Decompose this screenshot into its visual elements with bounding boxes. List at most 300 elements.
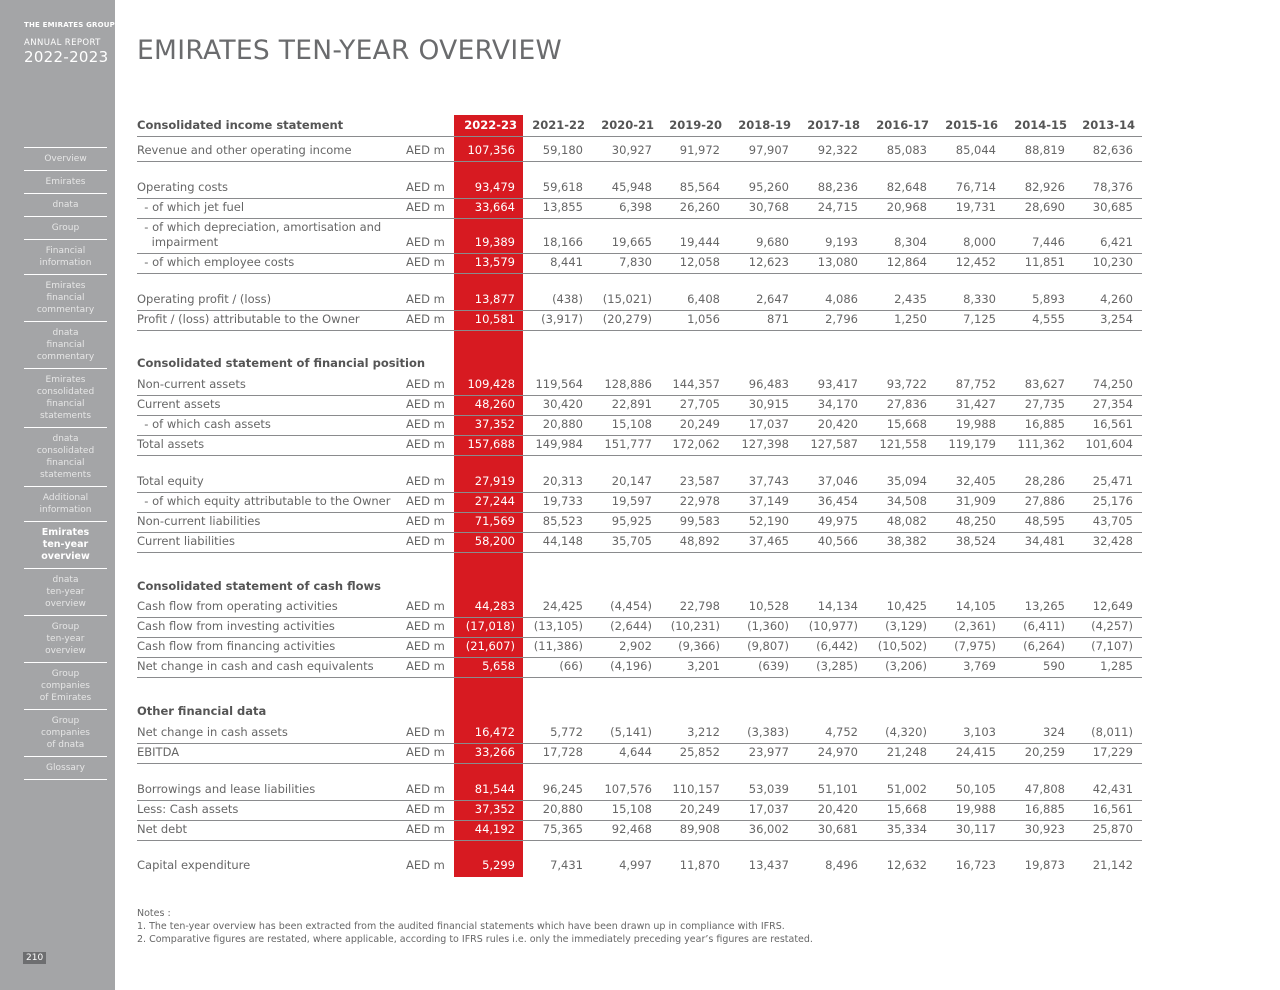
value-cell: 30,685: [1092, 200, 1133, 214]
value-cell: 4,086: [825, 292, 858, 306]
value-cell: 590: [1043, 659, 1065, 673]
table-row: [137, 638, 1142, 658]
value-cell: 27,836: [886, 397, 927, 411]
value-cell: 24,715: [817, 200, 858, 214]
value-cell: (2,361): [954, 619, 996, 633]
value-cell: 15,108: [611, 802, 652, 816]
value-cell: 52,190: [748, 514, 789, 528]
value-cell: 11,870: [679, 858, 720, 872]
table-row: [137, 376, 1142, 396]
table-row: [137, 416, 1142, 436]
value-cell: 85,523: [542, 514, 583, 528]
value-cell: (3,206): [885, 659, 927, 673]
value-cell: (13,105): [533, 619, 583, 633]
value-cell: 23,587: [679, 474, 720, 488]
value-cell: 1,285: [1100, 659, 1133, 673]
value-cell: 111,362: [1017, 437, 1065, 451]
value-cell: 127,587: [810, 437, 858, 451]
value-cell: 13,080: [817, 255, 858, 269]
value-cell: 19,597: [611, 494, 652, 508]
value-cell: 22,798: [679, 599, 720, 613]
value-cell: 85,044: [955, 143, 996, 157]
sidebar-nav: [24, 147, 107, 780]
value-cell-current: 16,472: [474, 725, 515, 739]
table-row: [137, 513, 1142, 533]
value-cell: 1,056: [687, 312, 720, 326]
value-cell: (2,644): [610, 619, 652, 633]
value-cell: 36,002: [748, 822, 789, 836]
value-cell: 25,870: [1092, 822, 1133, 836]
value-cell: (10,231): [670, 619, 720, 633]
value-cell: 8,441: [550, 255, 583, 269]
value-cell: 17,037: [748, 802, 789, 816]
value-cell: 22,891: [611, 397, 652, 411]
year-header: 2018-19: [738, 118, 791, 132]
value-cell: 97,907: [748, 143, 789, 157]
table-row: [137, 473, 1142, 493]
value-cell: 15,108: [611, 417, 652, 431]
value-cell: 20,880: [542, 417, 583, 431]
sidebar-item-dnata-consolidated-financial-statements[interactable]: dnata consolidated financial statements: [24, 427, 107, 486]
value-cell: 82,636: [1092, 143, 1133, 157]
value-cell: 10,528: [748, 599, 789, 613]
value-cell: 47,808: [1024, 782, 1065, 796]
unit-label: AED m: [406, 312, 445, 326]
value-cell: (3,129): [885, 619, 927, 633]
value-cell: (6,442): [816, 639, 858, 653]
value-cell: (6,411): [1023, 619, 1065, 633]
year-header: 2020-21: [601, 118, 654, 132]
value-cell-current: 81,544: [474, 782, 515, 796]
ten-year-table: [137, 0, 1142, 990]
value-cell: 19,444: [679, 235, 720, 249]
value-cell: 13,437: [748, 858, 789, 872]
value-cell: (7,975): [954, 639, 996, 653]
value-cell: 2,902: [619, 639, 652, 653]
brand-name: THE EMIRATES GROUP: [24, 21, 116, 29]
value-cell: 871: [767, 312, 789, 326]
sidebar-item-group[interactable]: Group: [24, 216, 107, 239]
value-cell: 119,564: [535, 377, 583, 391]
value-cell: 48,250: [955, 514, 996, 528]
value-cell: 30,915: [748, 397, 789, 411]
value-cell: 13,265: [1024, 599, 1065, 613]
value-cell: 20,313: [542, 474, 583, 488]
value-cell: 14,105: [955, 599, 996, 613]
sidebar-item-emirates-ten-year-overview[interactable]: Emirates ten-year overview: [24, 521, 107, 568]
value-cell: 9,193: [825, 235, 858, 249]
value-cell: 21,142: [1092, 858, 1133, 872]
unit-label: AED m: [406, 619, 445, 633]
unit-label: AED m: [406, 639, 445, 653]
value-cell: 30,927: [611, 143, 652, 157]
row-label: Cash flow from investing activities: [137, 619, 335, 633]
unit-label: AED m: [406, 200, 445, 214]
value-cell: 12,632: [886, 858, 927, 872]
value-cell: 172,062: [672, 437, 720, 451]
value-cell: 34,481: [1024, 534, 1065, 548]
value-cell-current: 13,579: [474, 255, 515, 269]
notes-heading: Notes :: [137, 908, 171, 919]
year-header: 2016-17: [876, 118, 929, 132]
value-cell: 12,864: [886, 255, 927, 269]
value-cell-current: 13,877: [474, 292, 515, 306]
value-cell: 11,851: [1024, 255, 1065, 269]
note-item: 1. The ten-year overview has been extracted from the audited financial statements which have been drawn up in compliance with IFRS.: [137, 921, 785, 932]
row-label: Profit / (loss) attributable to the Owner: [137, 312, 360, 326]
table-row: [137, 142, 1142, 162]
value-cell: 19,731: [955, 200, 996, 214]
table-row: [137, 436, 1142, 456]
value-cell: 34,508: [886, 494, 927, 508]
unit-label: AED m: [406, 858, 445, 872]
value-cell: 128,886: [604, 377, 652, 391]
sidebar-item-group-ten-year-overview[interactable]: Group ten-year overview: [24, 615, 107, 662]
value-cell-current: 33,664: [474, 200, 515, 214]
value-cell: 96,483: [748, 377, 789, 391]
value-cell: (7,107): [1091, 639, 1133, 653]
table-row: [137, 396, 1142, 416]
value-cell: 1,250: [894, 312, 927, 326]
value-cell: 6,398: [619, 200, 652, 214]
value-cell: 38,382: [886, 534, 927, 548]
value-cell: 27,886: [1024, 494, 1065, 508]
value-cell: 18,166: [542, 235, 583, 249]
value-cell: (8,011): [1091, 725, 1133, 739]
unit-label: AED m: [406, 180, 445, 194]
row-label: Revenue and other operating income: [137, 143, 352, 157]
section-label: Consolidated statement of cash flows: [137, 579, 381, 593]
value-cell: 3,201: [687, 659, 720, 673]
value-cell-current: 33,266: [474, 745, 515, 759]
value-cell: 15,668: [886, 802, 927, 816]
table-row: [137, 179, 1142, 199]
value-cell: 31,427: [955, 397, 996, 411]
value-cell: 30,420: [542, 397, 583, 411]
unit-label: AED m: [406, 782, 445, 796]
unit-label: AED m: [406, 802, 445, 816]
value-cell-current: 58,200: [474, 534, 515, 548]
sidebar-item-emirates-consolidated-financial-statements[interactable]: Emirates consolidated financial statements: [24, 368, 107, 427]
sidebar-item-additional-information[interactable]: Additional information: [24, 486, 107, 521]
value-cell: 78,376: [1092, 180, 1133, 194]
unit-label: AED m: [406, 437, 445, 451]
value-cell: (3,917): [541, 312, 583, 326]
table-row: [137, 254, 1142, 274]
value-cell: 24,415: [955, 745, 996, 759]
value-cell: 151,777: [604, 437, 652, 451]
unit-label: AED m: [406, 599, 445, 613]
table-row: [137, 291, 1142, 311]
sidebar-item-dnata-ten-year-overview[interactable]: dnata ten-year overview: [24, 568, 107, 615]
value-cell: 20,420: [817, 417, 858, 431]
value-cell: 45,948: [611, 180, 652, 194]
value-cell: (4,320): [885, 725, 927, 739]
value-cell: 37,743: [748, 474, 789, 488]
value-cell-current: 109,428: [467, 377, 515, 391]
value-cell: 21,248: [886, 745, 927, 759]
value-cell: 20,880: [542, 802, 583, 816]
unit-label: AED m: [406, 143, 445, 157]
value-cell: 16,723: [955, 858, 996, 872]
value-cell: 95,925: [611, 514, 652, 528]
value-cell-current: 27,244: [474, 494, 515, 508]
row-label: Non-current liabilities: [137, 514, 261, 528]
year-header: 2021-22: [532, 118, 585, 132]
section-label: Consolidated statement of financial position: [137, 356, 426, 370]
value-cell: 36,454: [817, 494, 858, 508]
table-row: [137, 821, 1142, 841]
value-cell: 3,212: [687, 725, 720, 739]
value-cell-current: 71,569: [474, 514, 515, 528]
value-cell: 20,249: [679, 417, 720, 431]
row-label: Net change in cash assets: [137, 725, 288, 739]
value-cell: 3,103: [963, 725, 996, 739]
value-cell: 14,134: [817, 599, 858, 613]
value-cell: 48,595: [1024, 514, 1065, 528]
value-cell: 93,417: [817, 377, 858, 391]
value-cell: 89,908: [679, 822, 720, 836]
value-cell: 17,037: [748, 417, 789, 431]
value-cell: 22,978: [679, 494, 720, 508]
table-row: [137, 658, 1142, 678]
value-cell: (438): [552, 292, 583, 306]
value-cell: 13,855: [542, 200, 583, 214]
row-label: - of which equity attributable to the Owner: [137, 494, 391, 508]
value-cell: 25,471: [1092, 474, 1133, 488]
year-header: 2017-18: [807, 118, 860, 132]
value-cell: 9,680: [756, 235, 789, 249]
value-cell: 5,893: [1032, 292, 1065, 306]
row-label: Current liabilities: [137, 534, 235, 548]
sidebar-item-emirates[interactable]: Emirates: [24, 170, 107, 193]
value-cell: (1,360): [747, 619, 789, 633]
sidebar-item-group-companies-of-emirates[interactable]: Group companies of Emirates: [24, 662, 107, 709]
section-title: [137, 356, 1142, 375]
value-cell: 91,972: [679, 143, 720, 157]
value-cell: 42,431: [1092, 782, 1133, 796]
row-label: Operating costs: [137, 180, 229, 194]
note-item: 2. Comparative figures are restated, where applicable, according to IFRS rules i.e. only the immediately preceding year’s figures are restated.: [137, 934, 813, 945]
value-cell: 48,892: [679, 534, 720, 548]
value-cell: 7,446: [1032, 235, 1065, 249]
sidebar-item-financial-information[interactable]: Financial information: [24, 239, 107, 274]
value-cell: 12,649: [1092, 599, 1133, 613]
row-label: Cash flow from financing activities: [137, 639, 336, 653]
sidebar-item-overview[interactable]: Overview: [24, 147, 107, 170]
value-cell: 32,405: [955, 474, 996, 488]
row-label-continued: impairment: [137, 235, 219, 249]
value-cell: 32,428: [1092, 534, 1133, 548]
year-header: 2022-23: [464, 118, 517, 132]
value-cell: 88,236: [817, 180, 858, 194]
value-cell: 8,304: [894, 235, 927, 249]
value-cell: 24,425: [542, 599, 583, 613]
year-header: 2014-15: [1014, 118, 1067, 132]
value-cell: 144,357: [672, 377, 720, 391]
row-label: Non-current assets: [137, 377, 246, 391]
table-row: [137, 801, 1142, 821]
sidebar-item-dnata[interactable]: dnata: [24, 193, 107, 216]
row-label: - of which employee costs: [137, 255, 295, 269]
year-header: 2013-14: [1082, 118, 1135, 132]
value-cell: 74,250: [1092, 377, 1133, 391]
brand-block: [24, 21, 115, 66]
value-cell: 85,083: [886, 143, 927, 157]
value-cell: 10,425: [886, 599, 927, 613]
value-cell-current: 44,192: [474, 822, 515, 836]
row-label: Cash flow from operating activities: [137, 599, 338, 613]
unit-label: AED m: [406, 534, 445, 548]
unit-label: AED m: [406, 822, 445, 836]
value-cell: 3,254: [1100, 312, 1133, 326]
value-cell: 93,722: [886, 377, 927, 391]
value-cell: 8,000: [963, 235, 996, 249]
value-cell: 16,561: [1092, 417, 1133, 431]
value-cell: 88,819: [1024, 143, 1065, 157]
value-cell: 37,046: [817, 474, 858, 488]
notes: [137, 907, 813, 946]
value-cell: 31,909: [955, 494, 996, 508]
value-cell: 16,885: [1024, 417, 1065, 431]
unit-label: AED m: [406, 235, 445, 249]
value-cell: 96,245: [542, 782, 583, 796]
value-cell: 40,566: [817, 534, 858, 548]
sidebar-item-dnata-financial-commentary[interactable]: dnata financial commentary: [24, 321, 107, 368]
table-row: [137, 618, 1142, 638]
row-label: Borrowings and lease liabilities: [137, 782, 316, 796]
table-row: [137, 311, 1142, 331]
row-label: Total assets: [137, 437, 205, 451]
sidebar-item-group-companies-of-dnata[interactable]: Group companies of dnata: [24, 709, 107, 756]
value-cell: 3,769: [963, 659, 996, 673]
row-label: Net change in cash and cash equivalents: [137, 659, 374, 673]
row-label: - of which cash assets: [137, 417, 271, 431]
value-cell-current: 37,352: [474, 802, 515, 816]
value-cell: 119,179: [948, 437, 996, 451]
value-cell: 2,647: [756, 292, 789, 306]
value-cell: 34,170: [817, 397, 858, 411]
value-cell-current: 48,260: [474, 397, 515, 411]
value-cell: (10,502): [877, 639, 927, 653]
value-cell: 37,149: [748, 494, 789, 508]
year-header: 2019-20: [669, 118, 722, 132]
value-cell: 4,555: [1032, 312, 1065, 326]
value-cell: 2,435: [894, 292, 927, 306]
value-cell: 6,421: [1100, 235, 1133, 249]
value-cell: 95,260: [748, 180, 789, 194]
value-cell: 6,408: [687, 292, 720, 306]
value-cell: (10,977): [808, 619, 858, 633]
value-cell: 12,623: [748, 255, 789, 269]
page-number: 210: [23, 952, 46, 964]
value-cell: 27,735: [1024, 397, 1065, 411]
table-row: [137, 724, 1142, 744]
value-cell: (11,386): [533, 639, 583, 653]
value-cell: 4,260: [1100, 292, 1133, 306]
value-cell: 16,561: [1092, 802, 1133, 816]
value-cell: 85,564: [679, 180, 720, 194]
value-cell: 28,286: [1024, 474, 1065, 488]
value-cell: 4,644: [619, 745, 652, 759]
row-label: - of which depreciation, amortisation and: [137, 220, 382, 234]
value-cell: 10,230: [1092, 255, 1133, 269]
value-cell: (20,279): [602, 312, 652, 326]
value-cell: (4,257): [1091, 619, 1133, 633]
table-row: [137, 219, 1142, 254]
row-label: Current assets: [137, 397, 221, 411]
value-cell-current: (21,607): [465, 639, 515, 653]
value-cell: (66): [559, 659, 583, 673]
value-cell: 20,259: [1024, 745, 1065, 759]
value-cell: 92,468: [611, 822, 652, 836]
value-cell: (4,196): [610, 659, 652, 673]
value-cell: (3,383): [747, 725, 789, 739]
sidebar-item-emirates-financial-commentary[interactable]: Emirates financial commentary: [24, 274, 107, 321]
value-cell: (9,807): [747, 639, 789, 653]
value-cell: 35,705: [611, 534, 652, 548]
report-years: 2022-2023: [24, 48, 109, 66]
value-cell: 324: [1043, 725, 1065, 739]
value-cell: 121,558: [879, 437, 927, 451]
value-cell: 43,705: [1092, 514, 1133, 528]
value-cell: 12,452: [955, 255, 996, 269]
row-label: Net debt: [137, 822, 188, 836]
value-cell-current: 44,283: [474, 599, 515, 613]
value-cell: 49,975: [817, 514, 858, 528]
value-cell-current: (17,018): [465, 619, 515, 633]
unit-label: AED m: [406, 725, 445, 739]
unit-label: AED m: [406, 377, 445, 391]
value-cell: 7,431: [550, 858, 583, 872]
value-cell: 7,830: [619, 255, 652, 269]
value-cell-current: 10,581: [474, 312, 515, 326]
unit-label: AED m: [406, 659, 445, 673]
unit-label: AED m: [406, 397, 445, 411]
value-cell: (639): [758, 659, 789, 673]
value-cell: 59,618: [542, 180, 583, 194]
value-cell: 53,039: [748, 782, 789, 796]
value-cell: 19,733: [542, 494, 583, 508]
value-cell: 51,101: [817, 782, 858, 796]
year-header: 2015-16: [945, 118, 998, 132]
value-cell: 28,690: [1024, 200, 1065, 214]
unit-label: AED m: [406, 417, 445, 431]
value-cell: 44,148: [542, 534, 583, 548]
value-cell: 48,082: [886, 514, 927, 528]
value-cell: 8,330: [963, 292, 996, 306]
unit-label: AED m: [406, 745, 445, 759]
value-cell: 82,926: [1024, 180, 1065, 194]
value-cell: 17,728: [542, 745, 583, 759]
value-cell: 19,988: [955, 417, 996, 431]
value-cell-current: 93,479: [474, 180, 515, 194]
value-cell: 20,249: [679, 802, 720, 816]
row-label: EBITDA: [137, 745, 180, 759]
sidebar-item-glossary[interactable]: Glossary: [24, 756, 107, 780]
value-cell-current: 27,919: [474, 474, 515, 488]
value-cell: 37,465: [748, 534, 789, 548]
value-cell: 87,752: [955, 377, 996, 391]
sidebar: [0, 0, 115, 990]
unit-label: AED m: [406, 494, 445, 508]
value-cell: 24,970: [817, 745, 858, 759]
value-cell: 12,058: [679, 255, 720, 269]
table-row: [137, 598, 1142, 618]
value-cell: 92,322: [817, 143, 858, 157]
value-cell: 75,365: [542, 822, 583, 836]
value-cell: 149,984: [535, 437, 583, 451]
